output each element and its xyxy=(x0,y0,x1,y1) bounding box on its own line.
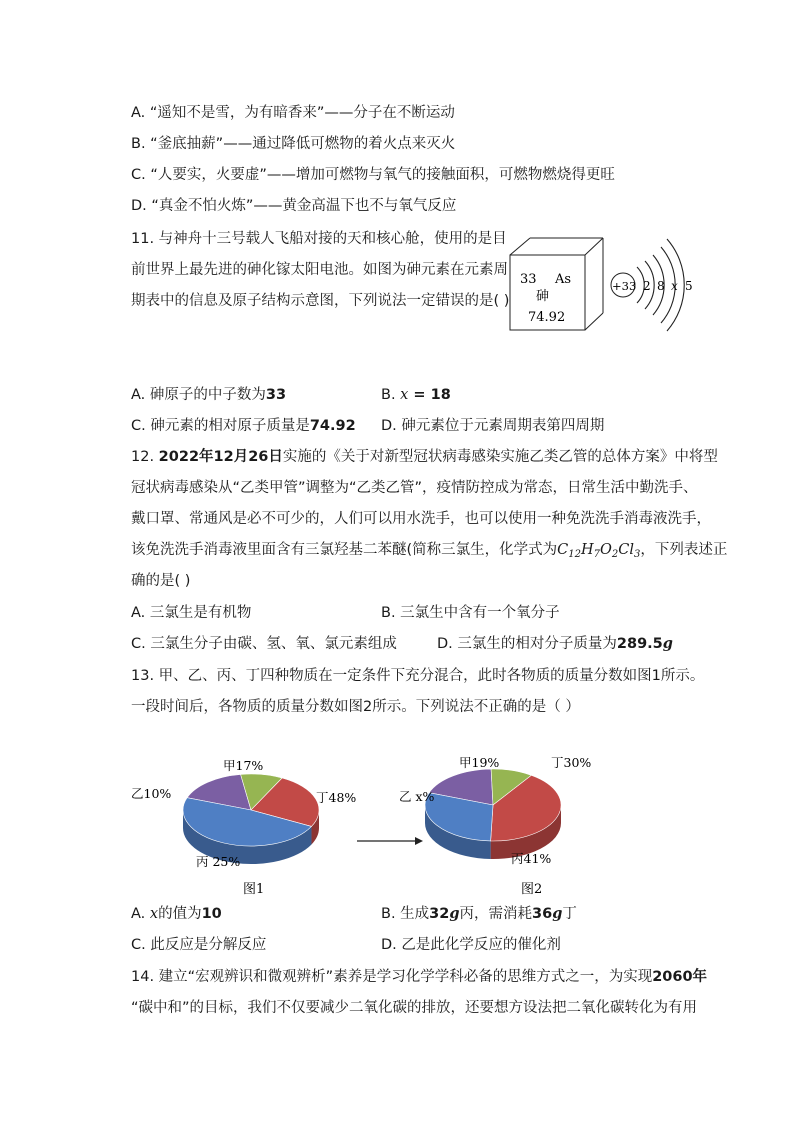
q11-option-c: C. 砷元素的相对原子质量是74.92 xyxy=(131,418,356,434)
pie-label-乙: 乙 x% xyxy=(399,789,435,804)
arsenic-figure xyxy=(505,225,705,350)
pie-label-丙: 丙41% xyxy=(511,851,552,866)
q11-option-d: D. 砷元素位于元素周期表第四周期 xyxy=(381,418,605,434)
atomic-number: 33 xyxy=(520,272,537,287)
q10-option-d: D. “真金不怕火炼”——黄金高温下也不与氧气反应 xyxy=(131,198,457,214)
q11-stem-line2: 前世界上最先进的砷化镓太阳电池。如图为砷元素在元素周 xyxy=(131,262,508,278)
q12-option-d: D. 三氯生的相对分子质量为289.5g xyxy=(437,635,673,652)
q12-stem-line4: 该免洗洗手消毒液里面含有三氯羟基二苯醚(简称三氯生，化学式为$C_{12}H_7O_2Cl_3$，下列表述正 xyxy=(131,542,728,560)
q13-stem-line2: 一段时间后，各物质的质量分数如图2所示。下列说法不正确的是（ ） xyxy=(131,699,580,715)
chemical-formula: $C_{12}H_7O_2Cl_3$ xyxy=(557,542,641,560)
q13-option-d: D. 乙是此化学反应的催化剂 xyxy=(381,937,561,953)
q14-stem-line1: 14. 建立“宏观辨识和微观辨析”素养是学习化学学科必备的思维方式之一，为实现2060年 xyxy=(131,969,708,985)
pie-label-甲: 甲19% xyxy=(459,755,500,770)
q10-option-a: A. “遥知不是雪，为有暗香来”——分子在不断运动 xyxy=(131,105,455,121)
pie-chart-2 xyxy=(393,745,633,895)
pie-label-丁: 丁48% xyxy=(316,790,357,805)
q14-stem-line2: “碳中和”的目标，我们不仅要减少二氧化碳的排放，还要想方设法把二氧化碳转化为有用 xyxy=(131,1000,698,1016)
pie-label-丁: 丁30% xyxy=(551,755,592,770)
shell-4-electrons: 5 xyxy=(685,279,693,293)
q13-option-a: A. x的值为10 xyxy=(131,906,222,922)
q11-stem-line1: 11. 与神舟十三号载人飞船对接的天和核心舱，使用的是目 xyxy=(131,231,507,247)
q12-option-c: C. 三氯生分子由碳、氢、氧、氯元素组成 xyxy=(131,636,397,652)
shell-3-electrons: x xyxy=(671,279,678,293)
pie-label-乙: 乙10% xyxy=(131,786,172,801)
q13-option-b: B. 生成32g丙，需消耗36g丁 xyxy=(381,905,577,922)
nucleus-charge: +33 xyxy=(612,279,637,293)
element-symbol: As xyxy=(555,272,572,287)
q11-stem-line3: 期表中的信息及原子结构示意图，下列说法一定错误的是( ) xyxy=(131,293,510,309)
q12-option-a: A. 三氯生是有机物 xyxy=(131,605,252,621)
q12-stem-line5: 确的是( ) xyxy=(131,573,191,589)
q12-option-b: B. 三氯生中含有一个氧分子 xyxy=(381,605,560,621)
q13-stem-line1: 13. 甲、乙、丙、丁四种物质在一定条件下充分混合，此时各物质的质量分数如图1所示。 xyxy=(131,668,705,684)
pie-label-丙: 丙 25% xyxy=(196,854,241,869)
shell-2-electrons: 8 xyxy=(657,279,665,293)
q11-option-b: B. x = 18 xyxy=(381,387,451,403)
figure-caption: 图1 xyxy=(243,882,265,897)
q12-stem-line1: 12. 2022年12月26日实施的《关于对新型冠状病毒感染实施乙类乙管的总体方案》中将型 xyxy=(131,449,718,465)
atomic-mass: 74.92 xyxy=(528,310,566,325)
figure-caption: 图2 xyxy=(521,882,543,895)
pie-label-甲: 甲17% xyxy=(223,758,264,773)
shell-1-electrons: 2 xyxy=(643,279,651,293)
q10-option-c: C. “人要实，火要虚”——增加可燃物与氧气的接触面积，可燃物燃烧得更旺 xyxy=(131,167,615,183)
element-name: 砷 xyxy=(536,289,550,304)
q10-option-b: B. “釜底抽薪”——通过降低可燃物的着火点来灭火 xyxy=(131,136,456,152)
q11-option-a: A. 砷原子的中子数为33 xyxy=(131,387,287,403)
pie-chart-1 xyxy=(131,750,371,900)
q12-stem-line3: 戴口罩、常通风是必不可少的，人们可以用水洗手，也可以使用一种免洗洗手消毒液洗手， xyxy=(131,511,711,527)
q13-option-c: C. 此反应是分解反应 xyxy=(131,937,267,953)
q12-stem-line2: 冠状病毒感染从“乙类甲管”调整为“乙类乙管”，疫情防控成为常态，日常生活中勤洗手、 xyxy=(131,480,698,496)
